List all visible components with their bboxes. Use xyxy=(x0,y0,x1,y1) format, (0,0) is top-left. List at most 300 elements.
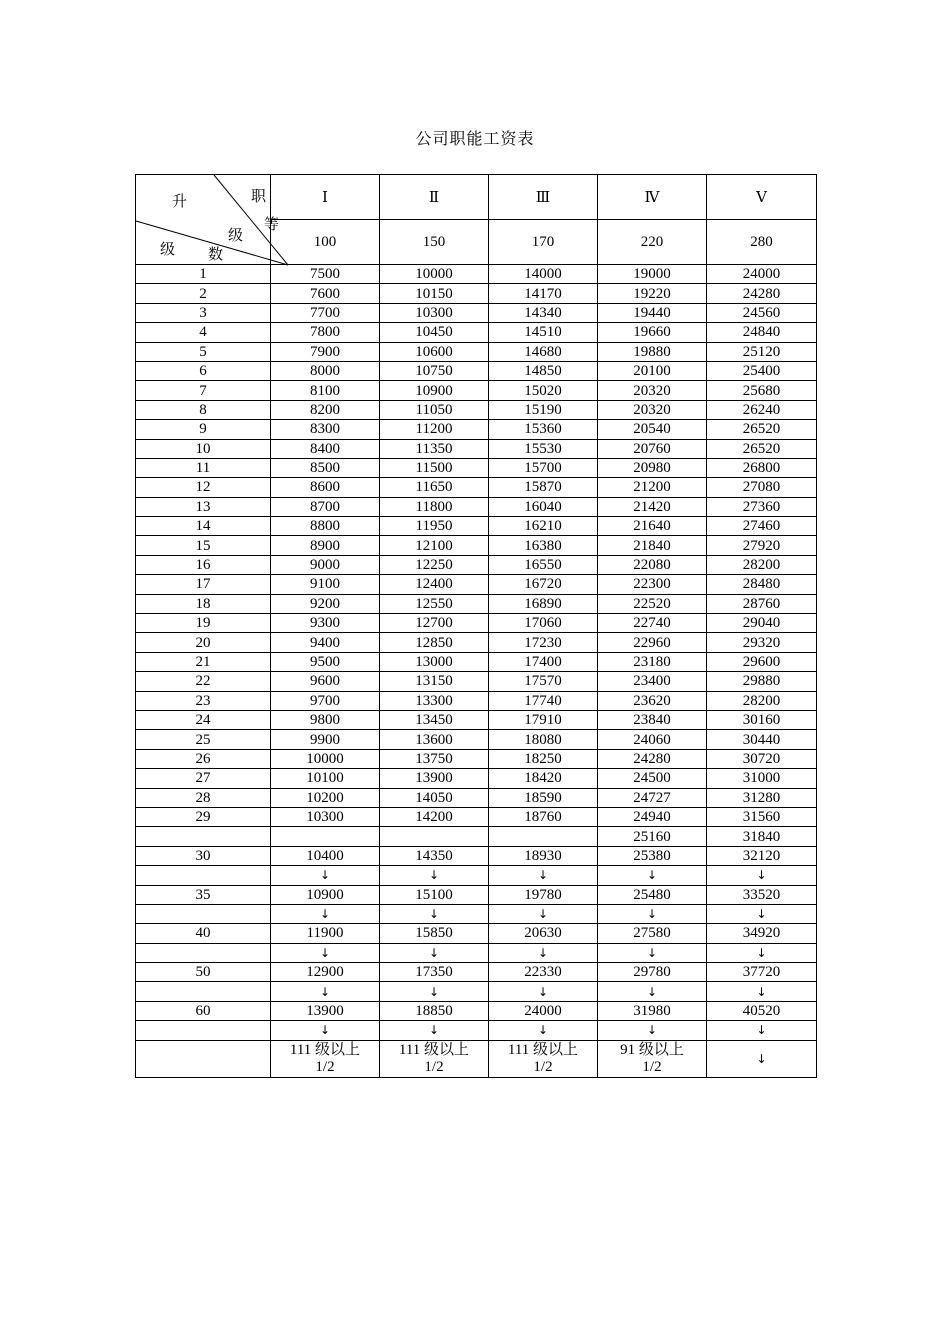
salary-cell: 14850 xyxy=(489,361,598,380)
corner-label-ji-mid: 级 xyxy=(228,228,244,244)
salary-cell: 28200 xyxy=(707,555,817,574)
table-row xyxy=(136,303,817,322)
salary-cell: 10150 xyxy=(380,284,489,303)
level-cell: 11 xyxy=(136,458,271,477)
salary-cell: 22960 xyxy=(598,633,707,652)
arrow-down-icon: ↓ xyxy=(707,982,817,1001)
note-line: 1/2 xyxy=(642,1058,662,1075)
level-cell: 20 xyxy=(136,633,271,652)
salary-cell: 8300 xyxy=(271,420,380,439)
salary-cell: 7900 xyxy=(271,342,380,361)
grade-header: Ⅱ xyxy=(380,175,489,220)
salary-cell: 24000 xyxy=(489,1001,598,1020)
salary-cell: 16040 xyxy=(489,497,598,516)
salary-cell: 31000 xyxy=(707,769,817,788)
salary-table xyxy=(135,174,817,1078)
salary-cell: 14340 xyxy=(489,303,598,322)
salary-cell: 11500 xyxy=(380,458,489,477)
salary-cell: 9200 xyxy=(271,594,380,613)
salary-cell: 16890 xyxy=(489,594,598,613)
salary-cell: 24727 xyxy=(598,788,707,807)
salary-cell: 9400 xyxy=(271,633,380,652)
arrow-down-icon: ↓ xyxy=(380,904,489,923)
salary-cell: 27460 xyxy=(707,517,817,536)
table-row xyxy=(136,517,817,536)
salary-cell: 23840 xyxy=(598,710,707,729)
note-line: 91 级以上 xyxy=(620,1041,684,1058)
salary-cell: 11650 xyxy=(380,478,489,497)
salary-cell: 22330 xyxy=(489,963,598,982)
salary-cell: 17570 xyxy=(489,672,598,691)
salary-cell: 12100 xyxy=(380,536,489,555)
salary-cell: 15870 xyxy=(489,478,598,497)
salary-cell: 22080 xyxy=(598,555,707,574)
table-row xyxy=(136,924,817,943)
salary-cell: 23400 xyxy=(598,672,707,691)
salary-cell: 11950 xyxy=(380,517,489,536)
salary-cell: 10200 xyxy=(271,788,380,807)
level-cell: 2 xyxy=(136,284,271,303)
salary-cell: 12900 xyxy=(271,963,380,982)
salary-cell: 13300 xyxy=(380,691,489,710)
salary-cell: 10450 xyxy=(380,323,489,342)
arrow-down-icon: ↓ xyxy=(271,1021,380,1040)
salary-cell: 9500 xyxy=(271,652,380,671)
grade-header: Ⅲ xyxy=(489,175,598,220)
salary-cell: 11800 xyxy=(380,497,489,516)
level-cell: 10 xyxy=(136,439,271,458)
level-cell: 17 xyxy=(136,575,271,594)
salary-cell: 13900 xyxy=(271,1001,380,1020)
salary-cell: 14200 xyxy=(380,807,489,826)
salary-cell: 14170 xyxy=(489,284,598,303)
base-header: 220 xyxy=(598,220,707,265)
table-row xyxy=(136,323,817,342)
arrow-down-icon: ↓ xyxy=(489,982,598,1001)
corner-header-cell xyxy=(136,175,280,265)
level-cell: 5 xyxy=(136,342,271,361)
salary-cell: 40520 xyxy=(707,1001,817,1020)
table-row xyxy=(136,439,817,458)
table-row xyxy=(136,497,817,516)
salary-cell: 10300 xyxy=(271,807,380,826)
arrow-down-icon: ↓ xyxy=(489,904,598,923)
salary-cell: 10900 xyxy=(271,885,380,904)
salary-cell: 16210 xyxy=(489,517,598,536)
salary-cell: 9300 xyxy=(271,614,380,633)
level-cell: 60 xyxy=(136,1001,271,1020)
salary-cell: 29320 xyxy=(707,633,817,652)
salary-cell: 30720 xyxy=(707,749,817,768)
salary-cell: 9700 xyxy=(271,691,380,710)
table-row xyxy=(136,420,817,439)
salary-cell: 10300 xyxy=(380,303,489,322)
level-cell: 4 xyxy=(136,323,271,342)
salary-cell: 22740 xyxy=(598,614,707,633)
salary-cell: 25120 xyxy=(707,342,817,361)
level-cell: 1 xyxy=(136,265,271,284)
salary-cell: 7500 xyxy=(271,265,380,284)
corner-label-shu: 数 xyxy=(208,247,224,263)
salary-cell: 11900 xyxy=(271,924,380,943)
table-row xyxy=(136,284,817,303)
grade-header: Ⅳ xyxy=(598,175,707,220)
salary-cell: 15020 xyxy=(489,381,598,400)
table-row xyxy=(136,963,817,982)
level-cell: 3 xyxy=(136,303,271,322)
salary-cell: 26800 xyxy=(707,458,817,477)
salary-cell: 15360 xyxy=(489,420,598,439)
level-cell xyxy=(136,827,271,846)
salary-cell: 8400 xyxy=(271,439,380,458)
salary-cell: 13000 xyxy=(380,652,489,671)
table-row xyxy=(136,866,817,885)
salary-cell: 20320 xyxy=(598,400,707,419)
salary-cell: 15850 xyxy=(380,924,489,943)
table-row xyxy=(136,594,817,613)
salary-cell: 8000 xyxy=(271,361,380,380)
level-cell xyxy=(136,982,271,1001)
table-row xyxy=(136,381,817,400)
salary-cell: 25480 xyxy=(598,885,707,904)
corner-label-zhi: 职 xyxy=(251,189,267,205)
salary-cell: 18850 xyxy=(380,1001,489,1020)
table-row xyxy=(136,730,817,749)
arrow-down-icon: ↓ xyxy=(380,1021,489,1040)
salary-cell: 17350 xyxy=(380,963,489,982)
arrow-down-icon: ↓ xyxy=(489,866,598,885)
level-cell xyxy=(136,1021,271,1040)
salary-cell: 18590 xyxy=(489,788,598,807)
salary-cell: 9800 xyxy=(271,710,380,729)
table-row xyxy=(136,846,817,865)
note-cell xyxy=(380,1040,489,1077)
salary-cell: 27920 xyxy=(707,536,817,555)
salary-cell: 21840 xyxy=(598,536,707,555)
salary-cell: 8500 xyxy=(271,458,380,477)
salary-cell: 10000 xyxy=(380,265,489,284)
level-cell: 27 xyxy=(136,769,271,788)
salary-cell: 27580 xyxy=(598,924,707,943)
level-cell: 15 xyxy=(136,536,271,555)
note-line: 1/2 xyxy=(533,1058,553,1075)
table-row xyxy=(136,710,817,729)
salary-cell: 10000 xyxy=(271,749,380,768)
salary-cell: 11050 xyxy=(380,400,489,419)
level-cell: 29 xyxy=(136,807,271,826)
salary-cell: 28200 xyxy=(707,691,817,710)
note-line: 111 级以上 xyxy=(507,1041,579,1058)
table-row xyxy=(136,982,817,1001)
salary-cell: 19000 xyxy=(598,265,707,284)
salary-cell: 16720 xyxy=(489,575,598,594)
salary-cell: 31840 xyxy=(707,827,817,846)
level-cell: 7 xyxy=(136,381,271,400)
table-row xyxy=(136,458,817,477)
salary-cell: 14680 xyxy=(489,342,598,361)
salary-cell: 30160 xyxy=(707,710,817,729)
table-row xyxy=(136,749,817,768)
table-row xyxy=(136,575,817,594)
base-header: 100 xyxy=(271,220,380,265)
salary-cell: 13900 xyxy=(380,769,489,788)
salary-cell: 14050 xyxy=(380,788,489,807)
note-line: 111 级以上 xyxy=(289,1041,361,1058)
salary-cell: 30440 xyxy=(707,730,817,749)
table-row xyxy=(136,885,817,904)
salary-cell: 8800 xyxy=(271,517,380,536)
salary-cell: 9000 xyxy=(271,555,380,574)
note-cell xyxy=(271,1040,380,1077)
salary-cell: 8700 xyxy=(271,497,380,516)
arrow-down-icon: ↓ xyxy=(271,904,380,923)
level-cell: 35 xyxy=(136,885,271,904)
table-row xyxy=(136,342,817,361)
note-cell xyxy=(707,1040,817,1077)
note-cell xyxy=(489,1040,598,1077)
salary-cell: 24500 xyxy=(598,769,707,788)
salary-cell: 24560 xyxy=(707,303,817,322)
grade-header: Ⅰ xyxy=(271,175,380,220)
salary-cell xyxy=(380,827,489,846)
salary-cell: 10750 xyxy=(380,361,489,380)
level-cell xyxy=(136,904,271,923)
salary-cell: 31560 xyxy=(707,807,817,826)
salary-cell: 15530 xyxy=(489,439,598,458)
salary-cell: 12250 xyxy=(380,555,489,574)
salary-cell: 18760 xyxy=(489,807,598,826)
salary-cell: 18080 xyxy=(489,730,598,749)
arrow-down-icon: ↓ xyxy=(707,866,817,885)
salary-cell: 17910 xyxy=(489,710,598,729)
salary-cell: 29880 xyxy=(707,672,817,691)
note-line: 1/2 xyxy=(424,1058,444,1075)
level-cell: 18 xyxy=(136,594,271,613)
salary-cell: 24940 xyxy=(598,807,707,826)
salary-cell xyxy=(271,827,380,846)
arrow-down-icon: ↓ xyxy=(598,904,707,923)
page-title: 公司职能工资表 xyxy=(415,131,535,148)
salary-cell: 21420 xyxy=(598,497,707,516)
salary-cell: 7600 xyxy=(271,284,380,303)
table-row-last xyxy=(136,1040,817,1077)
arrow-down-icon: ↓ xyxy=(598,866,707,885)
table-row xyxy=(136,361,817,380)
salary-cell: 22520 xyxy=(598,594,707,613)
salary-cell: 12700 xyxy=(380,614,489,633)
salary-cell: 29780 xyxy=(598,963,707,982)
salary-cell: 20320 xyxy=(598,381,707,400)
table-row xyxy=(136,788,817,807)
salary-cell: 10600 xyxy=(380,342,489,361)
salary-cell: 11350 xyxy=(380,439,489,458)
table-row xyxy=(136,536,817,555)
level-cell: 30 xyxy=(136,846,271,865)
salary-cell: 13150 xyxy=(380,672,489,691)
base-header: 280 xyxy=(707,220,817,265)
arrow-down-icon: ↓ xyxy=(380,866,489,885)
salary-cell: 25160 xyxy=(598,827,707,846)
table-row xyxy=(136,614,817,633)
table-row xyxy=(136,633,817,652)
salary-cell: 20540 xyxy=(598,420,707,439)
arrow-down-icon: ↓ xyxy=(380,943,489,962)
note-cell xyxy=(598,1040,707,1077)
table-row xyxy=(136,691,817,710)
table-row xyxy=(136,1021,817,1040)
arrow-down-icon: ↓ xyxy=(271,982,380,1001)
salary-cell: 24280 xyxy=(598,749,707,768)
arrow-down-icon: ↓ xyxy=(271,866,380,885)
salary-cell: 19880 xyxy=(598,342,707,361)
level-cell: 13 xyxy=(136,497,271,516)
level-cell: 21 xyxy=(136,652,271,671)
salary-cell xyxy=(489,827,598,846)
salary-cell: 9100 xyxy=(271,575,380,594)
salary-cell: 8900 xyxy=(271,536,380,555)
salary-cell: 13600 xyxy=(380,730,489,749)
level-cell: 14 xyxy=(136,517,271,536)
salary-cell: 8100 xyxy=(271,381,380,400)
level-cell: 28 xyxy=(136,788,271,807)
salary-cell: 8200 xyxy=(271,400,380,419)
salary-cell: 19220 xyxy=(598,284,707,303)
arrow-down-icon: ↓ xyxy=(598,982,707,1001)
level-cell: 6 xyxy=(136,361,271,380)
salary-cell: 20760 xyxy=(598,439,707,458)
salary-cell: 26520 xyxy=(707,420,817,439)
salary-cell: 37720 xyxy=(707,963,817,982)
table-row xyxy=(136,652,817,671)
salary-cell: 18930 xyxy=(489,846,598,865)
salary-cell: 23180 xyxy=(598,652,707,671)
grade-header: Ⅴ xyxy=(707,175,817,220)
level-cell xyxy=(136,1040,271,1077)
salary-cell: 9900 xyxy=(271,730,380,749)
corner-label-sheng: 升 xyxy=(172,194,188,210)
table-row xyxy=(136,400,817,419)
salary-cell: 12400 xyxy=(380,575,489,594)
salary-cell: 17060 xyxy=(489,614,598,633)
base-header: 150 xyxy=(380,220,489,265)
salary-cell: 16550 xyxy=(489,555,598,574)
salary-cell: 19660 xyxy=(598,323,707,342)
level-cell: 25 xyxy=(136,730,271,749)
salary-cell: 13750 xyxy=(380,749,489,768)
salary-cell: 25380 xyxy=(598,846,707,865)
level-cell: 16 xyxy=(136,555,271,574)
note-line: 1/2 xyxy=(315,1058,335,1075)
salary-cell: 20630 xyxy=(489,924,598,943)
salary-cell: 27080 xyxy=(707,478,817,497)
salary-cell: 24840 xyxy=(707,323,817,342)
arrow-down-icon: ↓ xyxy=(489,1021,598,1040)
salary-cell: 15100 xyxy=(380,885,489,904)
salary-cell: 20100 xyxy=(598,361,707,380)
salary-cell: 25400 xyxy=(707,361,817,380)
level-cell: 12 xyxy=(136,478,271,497)
level-cell: 23 xyxy=(136,691,271,710)
salary-cell: 15190 xyxy=(489,400,598,419)
salary-cell: 17740 xyxy=(489,691,598,710)
arrow-down-icon: ↓ xyxy=(707,1021,817,1040)
arrow-down-icon: ↓ xyxy=(271,943,380,962)
salary-cell: 28480 xyxy=(707,575,817,594)
arrow-down-icon: ↓ xyxy=(380,982,489,1001)
salary-cell: 15700 xyxy=(489,458,598,477)
salary-cell: 16380 xyxy=(489,536,598,555)
salary-cell: 24280 xyxy=(707,284,817,303)
salary-cell: 26240 xyxy=(707,400,817,419)
salary-cell: 17400 xyxy=(489,652,598,671)
salary-cell: 7800 xyxy=(271,323,380,342)
table-row xyxy=(136,478,817,497)
table-row xyxy=(136,265,817,284)
salary-cell: 24060 xyxy=(598,730,707,749)
salary-cell: 14350 xyxy=(380,846,489,865)
level-cell: 8 xyxy=(136,400,271,419)
salary-cell: 29600 xyxy=(707,652,817,671)
salary-cell: 19440 xyxy=(598,303,707,322)
salary-cell: 17230 xyxy=(489,633,598,652)
salary-cell: 9600 xyxy=(271,672,380,691)
salary-cell: 22300 xyxy=(598,575,707,594)
salary-cell: 18420 xyxy=(489,769,598,788)
salary-cell: 26520 xyxy=(707,439,817,458)
table-row xyxy=(136,672,817,691)
salary-cell: 33520 xyxy=(707,885,817,904)
salary-cell: 24000 xyxy=(707,265,817,284)
base-header: 170 xyxy=(489,220,598,265)
salary-cell: 23620 xyxy=(598,691,707,710)
salary-cell: 13450 xyxy=(380,710,489,729)
salary-cell: 21200 xyxy=(598,478,707,497)
salary-cell: 28760 xyxy=(707,594,817,613)
salary-cell: 10900 xyxy=(380,381,489,400)
salary-cell: 27360 xyxy=(707,497,817,516)
level-cell xyxy=(136,866,271,885)
table-row xyxy=(136,769,817,788)
salary-cell: 32120 xyxy=(707,846,817,865)
arrow-down-icon: ↓ xyxy=(707,943,817,962)
level-cell: 9 xyxy=(136,420,271,439)
salary-cell: 21640 xyxy=(598,517,707,536)
salary-cell: 12850 xyxy=(380,633,489,652)
salary-cell: 31980 xyxy=(598,1001,707,1020)
arrow-down-icon: ↓ xyxy=(598,943,707,962)
salary-cell: 10400 xyxy=(271,846,380,865)
table-row xyxy=(136,827,817,846)
level-cell: 40 xyxy=(136,924,271,943)
salary-cell: 14510 xyxy=(489,323,598,342)
salary-cell: 25680 xyxy=(707,381,817,400)
level-cell: 19 xyxy=(136,614,271,633)
table-row xyxy=(136,555,817,574)
salary-cell: 12550 xyxy=(380,594,489,613)
corner-label-deng: 等 xyxy=(264,217,280,233)
note-line: 111 级以上 xyxy=(398,1041,470,1058)
salary-cell: 18250 xyxy=(489,749,598,768)
corner-label-ji: 级 xyxy=(160,242,176,258)
salary-cell: 10100 xyxy=(271,769,380,788)
salary-cell: 7700 xyxy=(271,303,380,322)
table-row xyxy=(136,904,817,923)
table-row xyxy=(136,943,817,962)
arrow-down-icon: ↓ xyxy=(707,904,817,923)
arrow-down-icon: ↓ xyxy=(598,1021,707,1040)
level-cell: 50 xyxy=(136,963,271,982)
arrow-down-icon: ↓ xyxy=(756,1051,767,1066)
